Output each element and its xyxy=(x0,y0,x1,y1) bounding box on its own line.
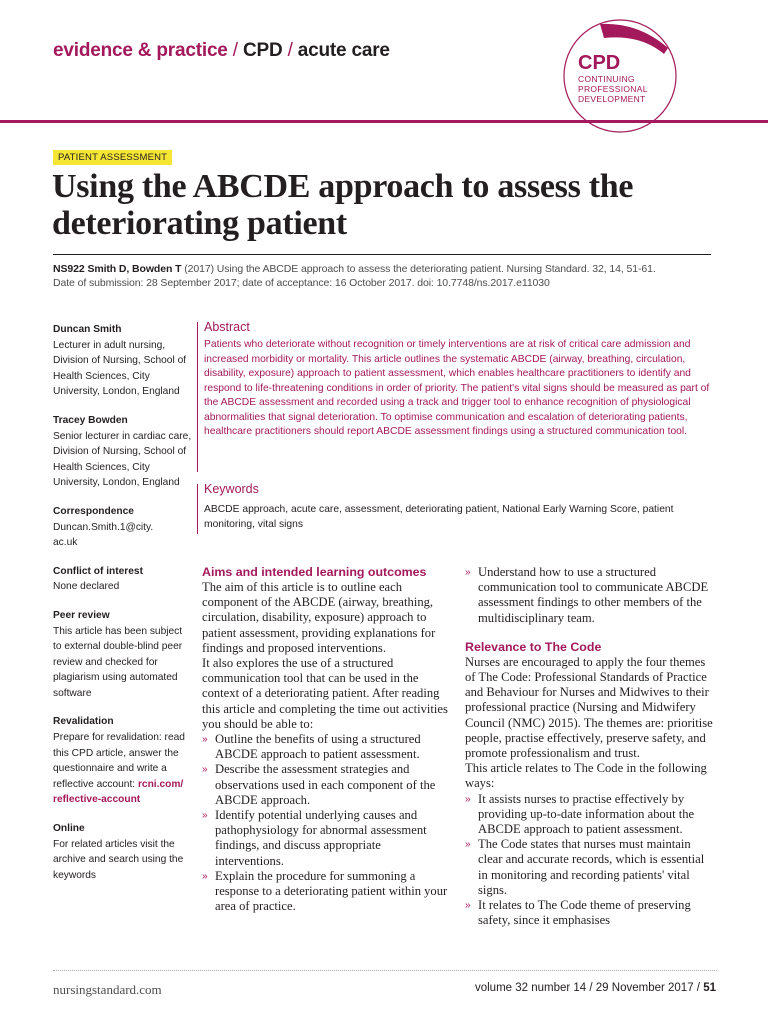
list-item: » Understand how to use a structured communication tool to communicate ABCDE assessment findings to other members of the multidisciplinary team. xyxy=(465,565,709,625)
citation xyxy=(53,262,723,290)
conflict-text: None declared xyxy=(53,581,120,593)
abstract-heading: Abstract xyxy=(204,320,250,334)
footer-issue-text: volume 32 number 14 / 29 November 2017 / xyxy=(474,982,700,994)
title-divider xyxy=(53,254,711,255)
bullet-chevron-icon: » xyxy=(202,810,208,822)
citation-dates: Date of submission: 28 September 2017; date of acceptance: 16 October 2017. doi: 10.7748/ns.2017.e11030 xyxy=(53,277,550,289)
breadcrumb-separator: / xyxy=(232,40,238,61)
conflict-heading: Conflict of interest xyxy=(53,565,143,577)
bullet-chevron-icon: » xyxy=(202,764,208,776)
relevance-list xyxy=(465,792,717,929)
aims-heading: Aims and intended learning outcomes xyxy=(202,565,427,579)
list-item: » Outline the benefits of using a structured ABCDE approach to patient assessment. xyxy=(202,732,421,762)
cpd-badge-line-3: DEVELOPMENT xyxy=(578,94,646,104)
cpd-badge-line-1: CONTINUING xyxy=(578,74,635,84)
abstract-text: Patients who deteriorate without recognition or timely interventions are at risk of critical care admission and increased morbidity or mortality. This article outlines the systematic ABCDE (airway, breathing, circulation, disability, exposure) approach to patient assessment, which enables healthcare practitioners to identify and respond to life-threatening conditions in order of priority. The patient's vital signs should be measured as part of the ABCDE assessment and recorded using a track and trigger tool to enhance recognition of physiological abnormalities that signal deterioration. To optimise communication and escalation of deteriorating patients, healthcare practitioners should report ABCDE assessment findings using a structured communication tool. xyxy=(204,339,710,437)
aims-intro: The aim of this article is to outline each component of the ABCDE (airway, breathing, circulation, disability, exposure) approach to patient assessment, providing explanations for findings and proposed interventions. xyxy=(202,580,436,655)
keywords-text: ABCDE approach, acute care, assessment, deteriorating patient, National Early Warning Score, patient monitoring, vital signs xyxy=(204,504,674,530)
footer-issue-info xyxy=(475,982,716,994)
bullet-chevron-icon: » xyxy=(202,734,208,746)
bullet-chevron-icon: » xyxy=(465,793,471,805)
cpd-badge-title: CPD xyxy=(578,52,621,74)
revalidation-text: Prepare for revalidation: read this CPD article, answer the questionnaire and write a reflective account: rcni.com/ reflective-account xyxy=(53,732,185,806)
bullet-chevron-icon: » xyxy=(202,870,208,882)
author-1-role: Lecturer in adult nursing, Division of Nursing, School of Health Sciences, City University, London, England xyxy=(53,339,187,398)
aims-para-2: It also explores the use of a structured communication tool that can be used in the context of a deteriorating patient. After reading this article and completing the time out activities you should be able to: xyxy=(202,656,448,731)
list-item: » Explain the procedure for summoning a response to a deteriorating patient within your area of practice. xyxy=(202,868,448,914)
citation-ref-id: NS922 xyxy=(53,263,85,275)
author-2-role: Senior lecturer in cardiac care, Division of Nursing, School of Health Sciences, City University, London, England xyxy=(53,430,192,489)
body-column-left xyxy=(202,565,452,914)
body-column-right xyxy=(465,565,717,928)
breadcrumb-separator: / xyxy=(287,40,293,61)
keywords-heading: Keywords xyxy=(204,482,259,496)
footer-site-link[interactable]: nursingstandard.com xyxy=(53,982,162,997)
correspondence-email[interactable]: Duncan.Smith.1@city. ac.uk xyxy=(53,521,154,549)
author-2-name: Tracey Bowden xyxy=(53,414,128,426)
reflective-account-link[interactable]: rcni.com/ reflective-account xyxy=(53,778,184,806)
relevance-heading: Relevance to The Code xyxy=(465,639,602,654)
cpd-badge xyxy=(560,16,680,136)
correspondence-heading: Correspondence xyxy=(53,505,134,517)
keywords-rule xyxy=(197,484,198,534)
cpd-badge-line-2: PROFESSIONAL xyxy=(578,84,648,94)
header-divider xyxy=(0,120,768,123)
peer-review-text: This article has been subject to external double-blind peer review and checked for plagiarism using automated software xyxy=(53,625,183,699)
citation-authors: Smith D, Bowden T xyxy=(87,263,182,275)
peer-review-heading: Peer review xyxy=(53,609,110,621)
bullet-chevron-icon: » xyxy=(465,900,471,912)
abstract-rule xyxy=(197,322,198,472)
list-item: » It assists nurses to practise effectively by providing up-to-date information about the ABCDE approach to patient assessment. xyxy=(465,791,695,837)
aims-list xyxy=(202,732,452,914)
footer-divider xyxy=(53,970,717,971)
list-item: » The Code states that nurses must maintain clear and accurate records, which is essential in monitoring and recording patients' vital signs. xyxy=(465,837,705,897)
section-cpd: CPD xyxy=(242,40,283,61)
relevance-para-2: This article relates to The Code in the following ways: xyxy=(465,761,707,791)
page-number: 51 xyxy=(703,982,716,994)
online-text: For related articles visit the archive and search using the keywords xyxy=(53,838,184,881)
bullet-chevron-icon: » xyxy=(465,567,471,578)
section-evidence-practice: evidence & practice xyxy=(53,40,228,61)
category-badge: PATIENT ASSESSMENT xyxy=(53,150,172,165)
list-item: » Describe the assessment strategies and observations used in each component of the ABCDE approach. xyxy=(202,762,436,807)
section-breadcrumb xyxy=(53,40,390,62)
author-sidebar xyxy=(53,322,193,896)
bullet-chevron-icon: » xyxy=(465,839,471,851)
citation-text: (2017) Using the ABCDE approach to assess the deteriorating patient. Nursing Standard. 32, 14, 51-61. xyxy=(184,263,656,275)
list-item: » It relates to The Code theme of preserving safety, since it emphasises xyxy=(465,898,691,928)
article-title: Using the ABCDE approach to assess the deteriorating patient xyxy=(52,168,634,242)
aims-list-continued xyxy=(465,565,717,626)
author-1-name: Duncan Smith xyxy=(53,324,122,335)
list-item: » Identify potential underlying causes and pathophysiology for abnormal assessment findings, and discuss appropriate interventions. xyxy=(202,808,427,868)
relevance-para-1: Nurses are encouraged to apply the four themes of The Code: Professional Standards of Practice and Behaviour for Nurses and Midwives to their professional practice (Nursing and Midwifery Council (NMC) 2015). The themes are: prioritise people, practise effectively, preserve safety, and promote professionalism and trust. xyxy=(465,654,713,761)
revalidation-heading: Revalidation xyxy=(53,716,114,728)
online-heading: Online xyxy=(53,823,85,835)
section-acute-care: acute care xyxy=(297,40,390,61)
